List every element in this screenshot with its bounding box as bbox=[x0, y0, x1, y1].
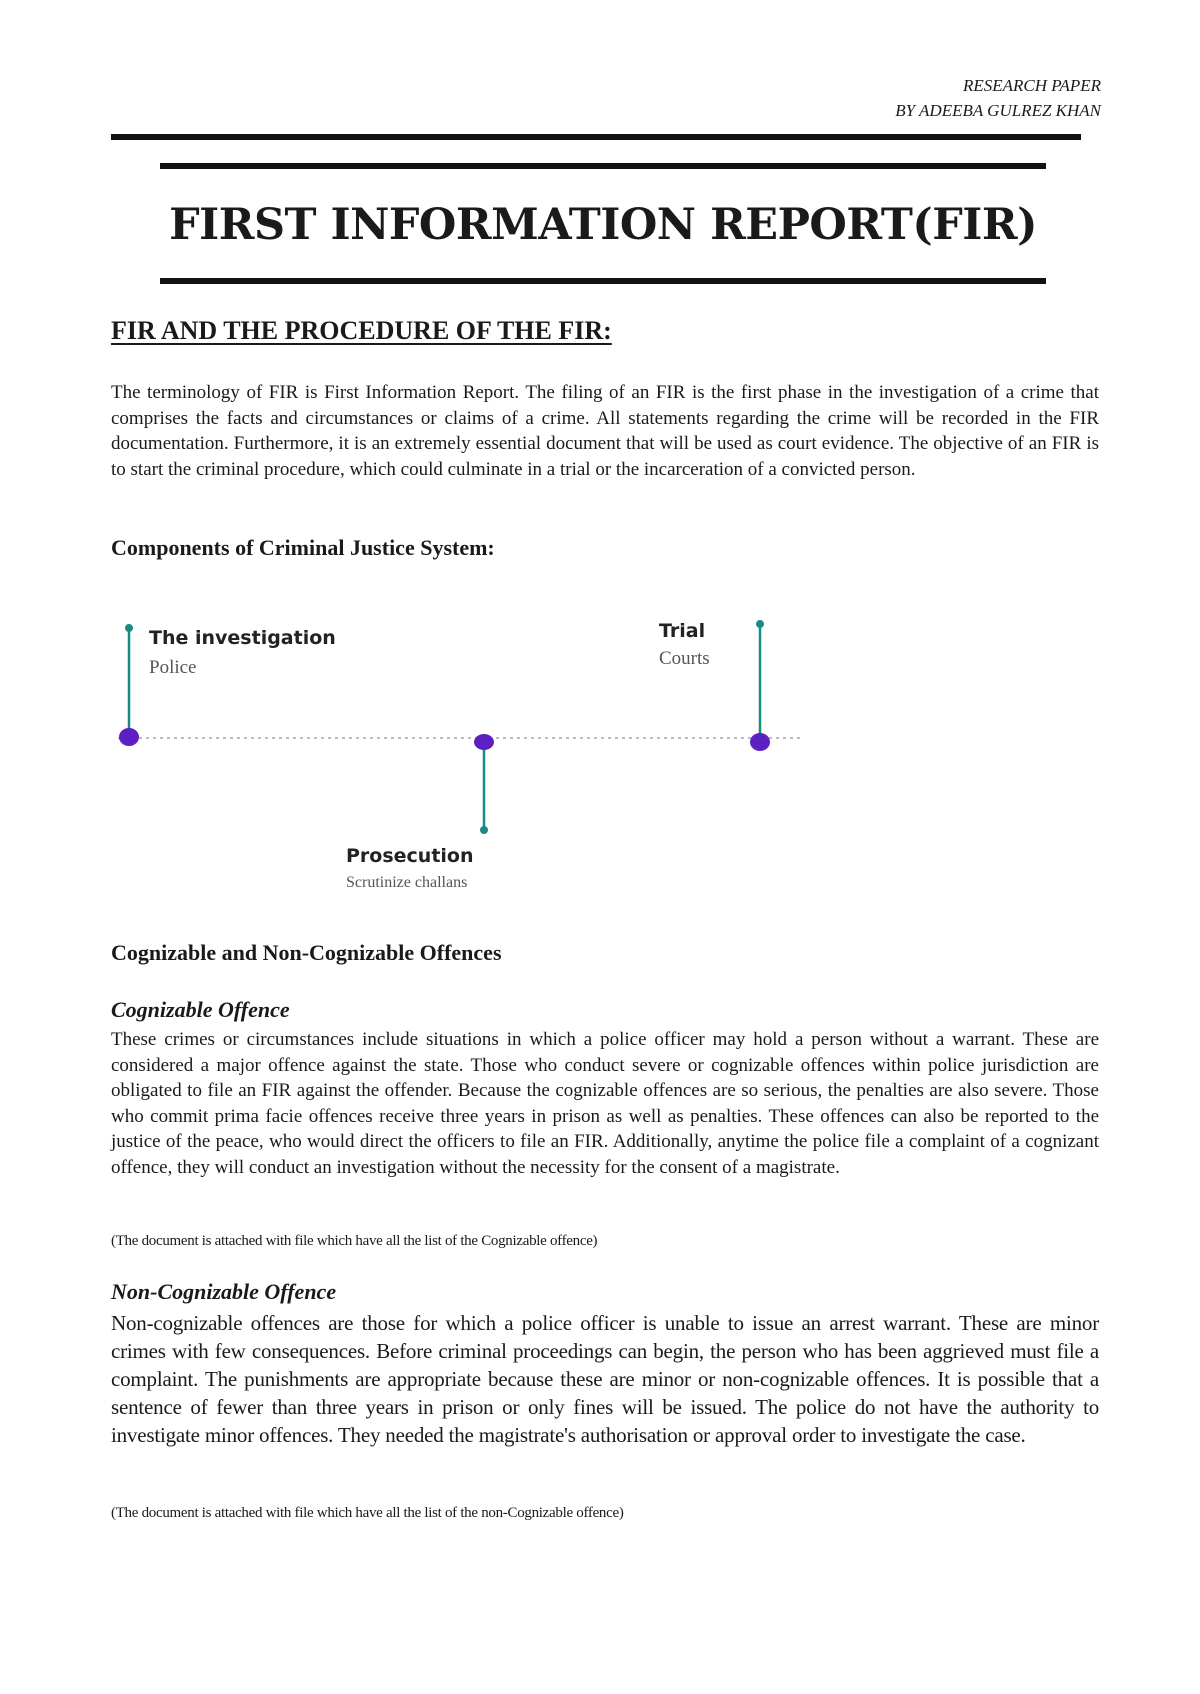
timeline-subtitle-investigation: Police bbox=[149, 657, 197, 678]
timeline-subtitle-prosecution: Scrutinize challans bbox=[346, 874, 468, 891]
timeline-stem-cap-investigation bbox=[125, 624, 133, 632]
cognizable-note: (The document is attached with file which have all the list of the Cognizable offence) bbox=[111, 1233, 598, 1249]
cognizable-paragraph: These crimes or circumstances include situations in which a police officer may hold a person without a warrant. These are considered a major offence against the state. Those who conduct severe or cognizable offences within police jurisdiction are obligated to file an FIR against the offender. Because the cognizable offences are so serious, the penalties are also severe. Those who commit prima facie offences receive three years in prison as well as penalties. These offences can also be reported to the justice of the peace, who would direct the officers to file an FIR. Additionally, anytime the police file a complaint of a cognizant offence, they will conduct an investigation without the necessity for the consent of a magistrate. bbox=[111, 1029, 1099, 1178]
timeline-title-investigation: The investigation bbox=[149, 627, 336, 649]
timeline-stem-cap-trial bbox=[756, 620, 764, 628]
components-heading: Components of Criminal Justice System: bbox=[111, 535, 495, 560]
section-heading-fir-procedure: FIR AND THE PROCEDURE OF THE FIR: bbox=[111, 316, 612, 345]
offences-heading: Cognizable and Non-Cognizable Offences bbox=[111, 940, 502, 965]
timeline-dot-investigation bbox=[119, 728, 139, 746]
timeline-title-prosecution: Prosecution bbox=[346, 845, 474, 867]
page-title: FIRST INFORMATION REPORT(FIR) bbox=[169, 200, 1037, 250]
header-line-author: BY ADEEBA GULREZ KHAN bbox=[895, 101, 1101, 120]
non-cognizable-heading: Non-Cognizable Offence bbox=[111, 1279, 337, 1304]
timeline-dot-prosecution bbox=[474, 734, 494, 750]
timeline-dot-trial bbox=[750, 733, 770, 751]
non-cognizable-paragraph: Non-cognizable offences are those for which a police officer is unable to issue an arrest warrant. These are minor crimes with few consequences. Before criminal proceedings can begin, the person who has been aggrieved must file a complaint. The punishments are appropriate because these are minor or non-cognizable offences. It is possible that a sentence of fewer than three years in prison or only fines will be issued. The police do not have the authority to investigate minor offences. They needed the magistrate's authorisation or approval order to investigate the case. bbox=[111, 1311, 1099, 1447]
timeline-title-trial: Trial bbox=[659, 620, 706, 642]
timeline-subtitle-trial: Courts bbox=[659, 648, 710, 669]
title-top-rule bbox=[160, 163, 1046, 169]
timeline-stem-cap-prosecution bbox=[480, 826, 488, 834]
non-cognizable-note: (The document is attached with file which have all the list of the non-Cognizable offence) bbox=[111, 1505, 624, 1521]
header-divider bbox=[111, 134, 1081, 140]
header-author-block bbox=[895, 73, 1101, 123]
intro-paragraph: The terminology of FIR is First Information Report. The filing of an FIR is the first phase in the investigation of a crime that comprises the facts and circumstances or claims of a crime. All statements regarding the crime will be recorded in the FIR documentation. Furthermore, it is an extremely essential document that will be used as court evidence. The objective of an FIR is to start the criminal procedure, which could culminate in a trial or the incarceration of a convicted person. bbox=[111, 382, 1099, 480]
cognizable-heading: Cognizable Offence bbox=[111, 997, 290, 1022]
title-bottom-rule bbox=[160, 278, 1046, 284]
header-line-research-paper: RESEARCH PAPER bbox=[962, 76, 1101, 95]
